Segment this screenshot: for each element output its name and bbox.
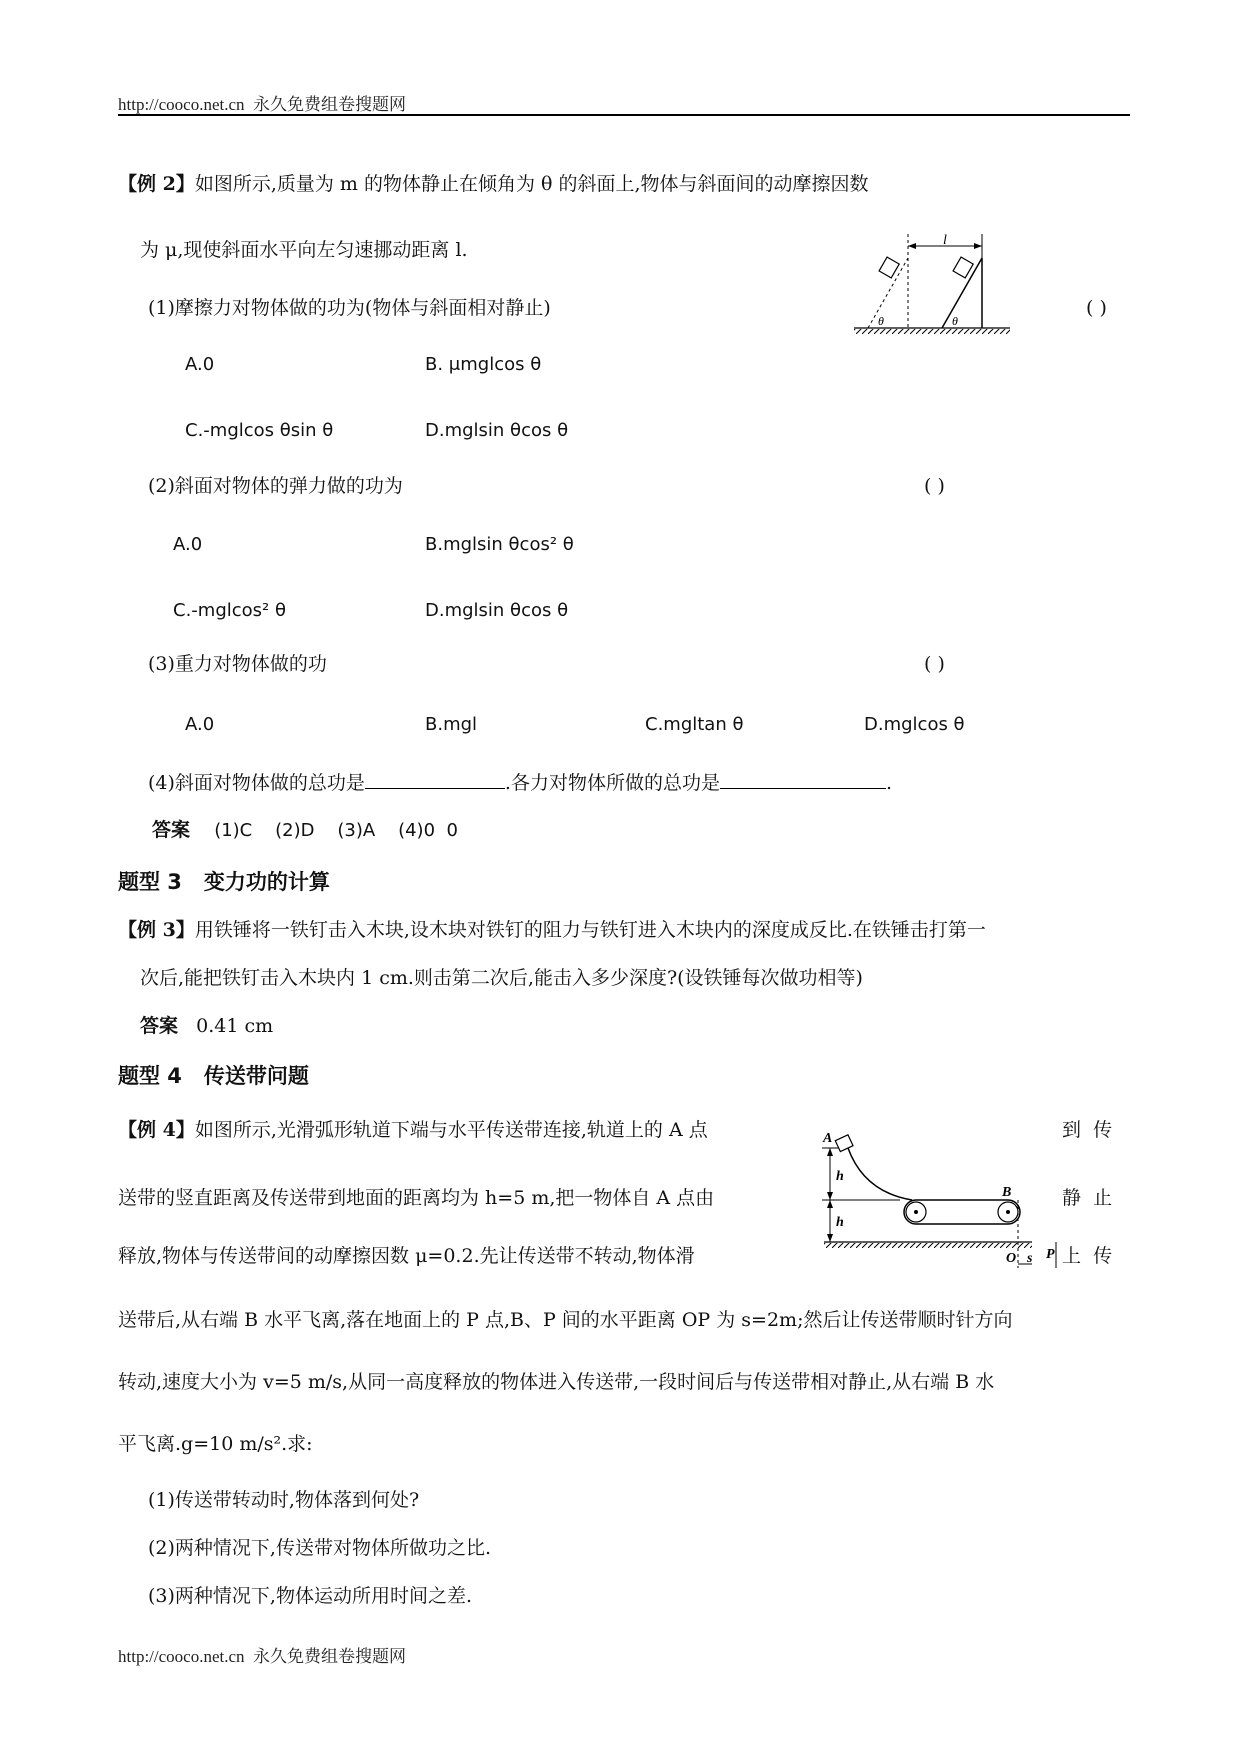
header-rule bbox=[118, 114, 1130, 116]
header bbox=[118, 90, 406, 115]
ex4-line6: 平飞离.g=10 m/s².求: bbox=[118, 1433, 313, 1455]
figure-p-label: P bbox=[1046, 1247, 1055, 1262]
ex2-q3: (3)重力对物体做的功 bbox=[148, 653, 327, 675]
ex4-line5: 转动,速度大小为 v=5 m/s,从同一高度释放的物体进入传送带,一段时间后与传送带相对静止,从右端 B 水 bbox=[118, 1371, 995, 1393]
ex2-q1-option-d: D.mglsin θcos θ bbox=[425, 420, 569, 441]
ex4-line3-right: 上 传 bbox=[1062, 1245, 1113, 1267]
ex4-line1: 【例 4】如图所示,光滑弧形轨道下端与水平传送带连接,轨道上的 A 点 bbox=[118, 1119, 708, 1141]
ex2-q1-option-c: C.-mglcos θsin θ bbox=[185, 420, 334, 441]
figure-a-label: A bbox=[823, 1131, 833, 1146]
footer bbox=[118, 1642, 406, 1667]
footer-url: http://cooco.net.cn bbox=[118, 1647, 245, 1666]
ex3-line2: 次后,能把铁钉击入木块内 1 cm.则击第二次后,能击入多少深度?(设铁锤每次做功相等) bbox=[140, 967, 863, 989]
conveyor-figure bbox=[820, 1128, 1055, 1270]
ex2-q4-blank-1[interactable] bbox=[365, 770, 505, 789]
figure-o-label: O bbox=[1006, 1251, 1017, 1266]
ex2-q2-option-a: A.0 bbox=[173, 534, 203, 555]
type3-title: 题型 3 变力功的计算 bbox=[118, 870, 330, 894]
ex2-q3-option-d: D.mglcos θ bbox=[864, 714, 965, 735]
ex2-q2-option-d: D.mglsin θcos θ bbox=[425, 600, 569, 621]
ex2-q3-option-a: A.0 bbox=[185, 714, 215, 735]
ex4-line4: 送带后,从右端 B 水平飞离,落在地面上的 P 点,B、P 间的水平距离 OP 为 s=2m;然后让传送带顺时针方向 bbox=[118, 1309, 1013, 1331]
ex4-q3: (3)两种情况下,物体运动所用时间之差. bbox=[148, 1585, 472, 1607]
ex2-q3-paren: ( ) bbox=[924, 653, 945, 675]
ex2-q1-paren: ( ) bbox=[1086, 297, 1107, 319]
ex2-stem-line2: 为 μ,现使斜面水平向左匀速挪动距离 l. bbox=[140, 239, 468, 261]
figure-h2-label: h bbox=[836, 1215, 844, 1230]
ex2-q2-option-c: C.-mglcos² θ bbox=[173, 600, 286, 621]
footer-site: 永久免费组卷搜题网 bbox=[253, 1647, 407, 1666]
ex4-q2: (2)两种情况下,传送带对物体所做功之比. bbox=[148, 1537, 491, 1559]
svg-text:θ: θ bbox=[878, 314, 884, 328]
ex2-q2: (2)斜面对物体的弹力做的功为 bbox=[148, 475, 403, 497]
ex2-q1: (1)摩擦力对物体做的功为(物体与斜面相对静止) bbox=[148, 297, 551, 319]
ex4-line3: 释放,物体与传送带间的动摩擦因数 μ=0.2.先让传送带不转动,物体滑 bbox=[118, 1245, 695, 1267]
ex2-q1-option-b: B. μmglcos θ bbox=[425, 354, 542, 375]
ex2-q3-option-c: C.mgltan θ bbox=[645, 714, 744, 735]
ex2-q2-paren: ( ) bbox=[924, 475, 945, 497]
ex2-answer: 答案 (1)C (2)D (3)A (4)0 0 bbox=[152, 819, 458, 841]
ex2-q2-option-b: B.mglsin θcos² θ bbox=[425, 534, 574, 555]
ex3-answer: 答案 0.41 cm bbox=[140, 1015, 274, 1037]
incline-figure bbox=[850, 232, 1020, 334]
ex3-line1: 【例 3】用铁锤将一铁钉击入木块,设木块对铁钉的阻力与铁钉进入木块内的深度成反比.在铁锤击打第一 bbox=[118, 919, 986, 941]
type4-title: 题型 4 传送带问题 bbox=[118, 1064, 309, 1088]
ex2-q3-option-b: B.mgl bbox=[425, 714, 478, 735]
header-site: 永久免费组卷搜题网 bbox=[253, 95, 407, 114]
ex4-q1: (1)传送带转动时,物体落到何处? bbox=[148, 1489, 420, 1511]
figure-l-label: l bbox=[943, 233, 947, 248]
ex4-line1-right: 到 传 bbox=[1062, 1119, 1113, 1141]
ex2-q4-blank-2[interactable] bbox=[720, 770, 886, 789]
ex4-line2: 送带的竖直距离及传送带到地面的距离均为 h=5 m,把一物体自 A 点由 bbox=[118, 1187, 715, 1209]
figure-s-label: s bbox=[1027, 1251, 1033, 1266]
header-url: http://cooco.net.cn bbox=[118, 95, 245, 114]
figure-h1-label: h bbox=[836, 1169, 844, 1184]
ex4-line2-right: 静 止 bbox=[1062, 1187, 1113, 1209]
ex2-q4: (4)斜面对物体做的总功是 .各力对物体所做的总功是 . bbox=[148, 772, 893, 794]
ex2-q1-option-a: A.0 bbox=[185, 354, 215, 375]
ex2-stem-line1: 【例 2】如图所示,质量为 m 的物体静止在倾角为 θ 的斜面上,物体与斜面间的动摩擦因数 bbox=[118, 173, 869, 195]
figure-b-label: B bbox=[1002, 1185, 1012, 1200]
svg-text:θ: θ bbox=[952, 314, 958, 328]
